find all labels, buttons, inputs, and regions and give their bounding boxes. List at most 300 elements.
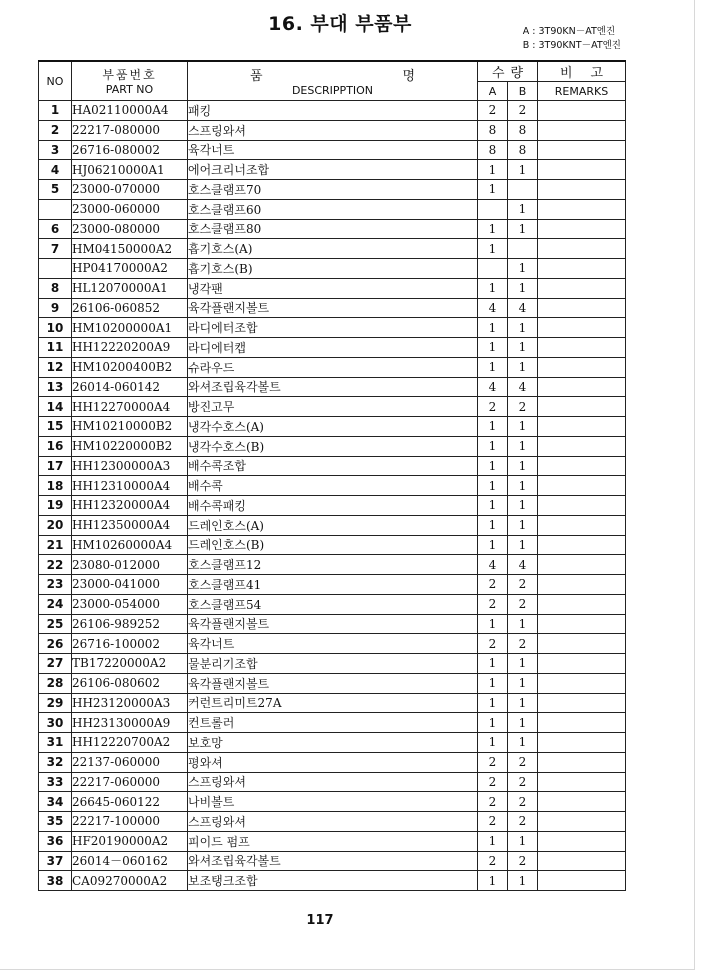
description: 스프링와셔 <box>188 812 478 832</box>
description: 슈라우드 <box>188 357 478 377</box>
remarks <box>538 436 626 456</box>
quantity-b: 1 <box>508 417 538 437</box>
quantity-a <box>478 259 508 279</box>
quantity-b: 1 <box>508 199 538 219</box>
quantity-a: 1 <box>478 456 508 476</box>
description: 커런트리미트27A <box>188 693 478 713</box>
table-row <box>39 851 626 871</box>
table-row <box>39 812 626 832</box>
quantity-b: 4 <box>508 555 538 575</box>
quantity-b: 1 <box>508 496 538 516</box>
remarks <box>538 120 626 140</box>
legend-item-b: B : 3T90KNT－AT엔진 <box>522 40 621 51</box>
part-number: 26645-060122 <box>72 792 188 812</box>
remarks <box>538 555 626 575</box>
header-part-no-en: PART NO <box>105 83 154 96</box>
row-number: 33 <box>39 772 72 792</box>
table-row <box>39 397 626 417</box>
quantity-a: 1 <box>478 278 508 298</box>
part-number: 23000-041000 <box>72 575 188 595</box>
quantity-b: 1 <box>508 713 538 733</box>
quantity-a: 1 <box>478 160 508 180</box>
quantity-b: 1 <box>508 693 538 713</box>
quantity-b: 1 <box>508 357 538 377</box>
table-row <box>39 476 626 496</box>
table-row <box>39 318 626 338</box>
part-number: 26106-989252 <box>72 614 188 634</box>
part-number: HM10200000A1 <box>72 318 188 338</box>
remarks <box>538 417 626 437</box>
quantity-b: 4 <box>508 377 538 397</box>
remarks <box>538 180 626 200</box>
quantity-a: 2 <box>478 397 508 417</box>
part-number: HM10260000A4 <box>72 535 188 555</box>
description: 컨트롤러 <box>188 713 478 733</box>
row-number <box>39 259 72 279</box>
remarks <box>538 614 626 634</box>
part-number: HM10220000B2 <box>72 436 188 456</box>
quantity-a: 8 <box>478 120 508 140</box>
quantity-b: 1 <box>508 476 538 496</box>
quantity-a: 1 <box>478 436 508 456</box>
header-part-no <box>72 61 188 101</box>
description: 육각너트 <box>188 634 478 654</box>
remarks <box>538 219 626 239</box>
table-row <box>39 278 626 298</box>
table-row <box>39 575 626 595</box>
row-number: 5 <box>39 180 72 200</box>
quantity-b <box>508 180 538 200</box>
quantity-a: 1 <box>478 357 508 377</box>
header-description-en: DESCRIPPTION <box>291 84 374 97</box>
description: 라디에터캡 <box>188 338 478 358</box>
remarks <box>538 871 626 891</box>
remarks <box>538 259 626 279</box>
header-part-no-ko: 부품번호 <box>102 68 157 82</box>
table-row <box>39 733 626 753</box>
part-number: CA09270000A2 <box>72 871 188 891</box>
description: 육각플랜지볼트 <box>188 614 478 634</box>
quantity-b: 1 <box>508 259 538 279</box>
part-number: 23000-054000 <box>72 594 188 614</box>
remarks <box>538 357 626 377</box>
part-number: 26106-060852 <box>72 298 188 318</box>
quantity-a: 2 <box>478 812 508 832</box>
part-number: 26716-080002 <box>72 140 188 160</box>
table-row <box>39 456 626 476</box>
table-row <box>39 259 626 279</box>
header-quantity-ko-2: 량 <box>510 66 523 81</box>
part-number: 22217-060000 <box>72 772 188 792</box>
quantity-a: 2 <box>478 594 508 614</box>
description: 호스클램프41 <box>188 575 478 595</box>
quantity-a: 1 <box>478 831 508 851</box>
row-number: 22 <box>39 555 72 575</box>
header-qty-a: A <box>478 82 508 101</box>
row-number: 12 <box>39 357 72 377</box>
remarks <box>538 476 626 496</box>
description: 육각플랜지볼트 <box>188 673 478 693</box>
quantity-a: 1 <box>478 614 508 634</box>
quantity-b: 2 <box>508 101 538 121</box>
description: 호스클램프54 <box>188 594 478 614</box>
row-number: 16 <box>39 436 72 456</box>
remarks <box>538 101 626 121</box>
description: 배수콕 <box>188 476 478 496</box>
quantity-b: 1 <box>508 456 538 476</box>
table-header <box>39 61 626 101</box>
row-number: 31 <box>39 733 72 753</box>
row-number: 26 <box>39 634 72 654</box>
remarks <box>538 851 626 871</box>
part-number: HJ06210000A1 <box>72 160 188 180</box>
description: 패킹 <box>188 101 478 121</box>
quantity-a: 1 <box>478 417 508 437</box>
quantity-b: 1 <box>508 733 538 753</box>
table-row <box>39 634 626 654</box>
description: 호스클램프70 <box>188 180 478 200</box>
quantity-b: 1 <box>508 318 538 338</box>
remarks <box>538 733 626 753</box>
quantity-b: 1 <box>508 673 538 693</box>
table-row <box>39 515 626 535</box>
table-row <box>39 377 626 397</box>
table-row <box>39 239 626 259</box>
table-row <box>39 772 626 792</box>
quantity-a: 1 <box>478 535 508 555</box>
row-number: 36 <box>39 831 72 851</box>
quantity-a: 2 <box>478 792 508 812</box>
part-number: HM10200400B2 <box>72 357 188 377</box>
description: 배수콕조합 <box>188 456 478 476</box>
part-number: 22137-060000 <box>72 752 188 772</box>
description: 스프링와셔 <box>188 120 478 140</box>
quantity-b: 1 <box>508 614 538 634</box>
part-number: 26014-060142 <box>72 377 188 397</box>
header-description-ko-2: 명 <box>402 69 415 84</box>
part-number: HH12220700A2 <box>72 733 188 753</box>
description: 호스클램프60 <box>188 199 478 219</box>
table-row <box>39 614 626 634</box>
table-row <box>39 338 626 358</box>
quantity-a: 4 <box>478 377 508 397</box>
description: 라디에터조합 <box>188 318 478 338</box>
row-number: 25 <box>39 614 72 634</box>
part-number: 23000-080000 <box>72 219 188 239</box>
remarks <box>538 654 626 674</box>
part-number: HH12300000A3 <box>72 456 188 476</box>
part-number: HM10210000B2 <box>72 417 188 437</box>
description: 스프링와셔 <box>188 772 478 792</box>
remarks <box>538 338 626 358</box>
quantity-b: 2 <box>508 792 538 812</box>
description: 나비볼트 <box>188 792 478 812</box>
remarks <box>538 752 626 772</box>
description: 호스클램프80 <box>188 219 478 239</box>
row-number: 38 <box>39 871 72 891</box>
quantity-a: 2 <box>478 772 508 792</box>
header-quantity <box>478 61 538 82</box>
description: 와셔조립육각볼트 <box>188 377 478 397</box>
row-number: 20 <box>39 515 72 535</box>
engine-legend <box>523 25 621 53</box>
remarks <box>538 792 626 812</box>
quantity-b: 2 <box>508 851 538 871</box>
header-qty-b: B <box>508 82 538 101</box>
remarks <box>538 298 626 318</box>
description: 호스클램프12 <box>188 555 478 575</box>
part-number: HH23120000A3 <box>72 693 188 713</box>
part-number: HH12220200A9 <box>72 338 188 358</box>
header-remarks-ko-1: 비 <box>560 66 573 81</box>
remarks <box>538 535 626 555</box>
quantity-b: 4 <box>508 298 538 318</box>
table-row <box>39 101 626 121</box>
part-number: 23080-012000 <box>72 555 188 575</box>
row-number: 18 <box>39 476 72 496</box>
quantity-b: 8 <box>508 120 538 140</box>
row-number: 32 <box>39 752 72 772</box>
table-row <box>39 496 626 516</box>
legend-item-a: A : 3T90KN－AT엔진 <box>522 26 616 37</box>
description: 와셔조립육각볼트 <box>188 851 478 871</box>
part-number: 23000-060000 <box>72 199 188 219</box>
header-quantity-ko <box>478 62 537 81</box>
remarks <box>538 456 626 476</box>
table-row <box>39 436 626 456</box>
remarks <box>538 199 626 219</box>
quantity-a: 1 <box>478 693 508 713</box>
header-description <box>188 61 478 101</box>
quantity-b: 2 <box>508 772 538 792</box>
quantity-b: 1 <box>508 338 538 358</box>
part-number: HH23130000A9 <box>72 713 188 733</box>
quantity-a: 1 <box>478 239 508 259</box>
row-number: 28 <box>39 673 72 693</box>
quantity-a: 1 <box>478 515 508 535</box>
quantity-b <box>508 239 538 259</box>
page-number: 117 <box>306 913 334 928</box>
header-remarks-en: REMARKS <box>538 82 626 101</box>
part-number: 23000-070000 <box>72 180 188 200</box>
quantity-a: 1 <box>478 219 508 239</box>
table-row <box>39 673 626 693</box>
description: 에어크리너조합 <box>188 160 478 180</box>
remarks <box>538 160 626 180</box>
description: 드레인호스(A) <box>188 515 478 535</box>
part-number: 26106-080602 <box>72 673 188 693</box>
row-number: 1 <box>39 101 72 121</box>
row-number: 4 <box>39 160 72 180</box>
description: 드레인호스(B) <box>188 535 478 555</box>
table-row <box>39 219 626 239</box>
remarks <box>538 377 626 397</box>
table-row <box>39 357 626 377</box>
remarks <box>538 140 626 160</box>
description: 냉각수호스(A) <box>188 417 478 437</box>
quantity-a: 1 <box>478 496 508 516</box>
quantity-a: 1 <box>478 713 508 733</box>
quantity-b: 2 <box>508 575 538 595</box>
part-number: HH12350000A4 <box>72 515 188 535</box>
row-number: 9 <box>39 298 72 318</box>
row-number: 2 <box>39 120 72 140</box>
description: 보조탱크조합 <box>188 871 478 891</box>
quantity-b: 1 <box>508 436 538 456</box>
part-number: HM04150000A2 <box>72 239 188 259</box>
part-number: HL12070000A1 <box>72 278 188 298</box>
table-row <box>39 180 626 200</box>
quantity-b: 1 <box>508 535 538 555</box>
row-number: 7 <box>39 239 72 259</box>
row-number: 17 <box>39 456 72 476</box>
header-no: NO <box>39 61 72 101</box>
quantity-a: 4 <box>478 298 508 318</box>
row-number: 27 <box>39 654 72 674</box>
parts-table <box>38 60 626 891</box>
table-row <box>39 160 626 180</box>
quantity-a: 1 <box>478 338 508 358</box>
row-number: 11 <box>39 338 72 358</box>
description: 흡기호스(B) <box>188 259 478 279</box>
quantity-a: 2 <box>478 575 508 595</box>
quantity-b: 2 <box>508 752 538 772</box>
quantity-a: 1 <box>478 476 508 496</box>
row-number: 29 <box>39 693 72 713</box>
quantity-a: 8 <box>478 140 508 160</box>
part-number: HH12270000A4 <box>72 397 188 417</box>
table-row <box>39 535 626 555</box>
row-number: 19 <box>39 496 72 516</box>
table-row <box>39 594 626 614</box>
table-row <box>39 654 626 674</box>
row-number: 13 <box>39 377 72 397</box>
quantity-b: 1 <box>508 654 538 674</box>
description: 배수콕패킹 <box>188 496 478 516</box>
row-number: 24 <box>39 594 72 614</box>
remarks <box>538 318 626 338</box>
description: 평와셔 <box>188 752 478 772</box>
remarks <box>538 713 626 733</box>
part-number: HH12320000A4 <box>72 496 188 516</box>
table-row <box>39 831 626 851</box>
quantity-b: 2 <box>508 397 538 417</box>
header-remarks-ko <box>538 61 626 82</box>
quantity-a: 1 <box>478 871 508 891</box>
quantity-a: 1 <box>478 733 508 753</box>
remarks <box>538 278 626 298</box>
quantity-a: 1 <box>478 180 508 200</box>
quantity-b: 8 <box>508 140 538 160</box>
quantity-b: 1 <box>508 515 538 535</box>
row-number: 3 <box>39 140 72 160</box>
description: 냉각수호스(B) <box>188 436 478 456</box>
remarks <box>538 693 626 713</box>
table-row <box>39 199 626 219</box>
header-description-ko-1: 품 <box>250 69 263 84</box>
remarks <box>538 496 626 516</box>
table-row <box>39 752 626 772</box>
part-number: 26716-100002 <box>72 634 188 654</box>
quantity-b: 2 <box>508 634 538 654</box>
remarks <box>538 831 626 851</box>
header-quantity-ko-1: 수 <box>492 66 505 81</box>
remarks <box>538 673 626 693</box>
row-number: 30 <box>39 713 72 733</box>
row-number: 37 <box>39 851 72 871</box>
part-number: TB17220000A2 <box>72 654 188 674</box>
quantity-a: 2 <box>478 851 508 871</box>
quantity-b: 2 <box>508 594 538 614</box>
description: 육각너트 <box>188 140 478 160</box>
remarks <box>538 515 626 535</box>
quantity-a: 1 <box>478 654 508 674</box>
quantity-b: 1 <box>508 831 538 851</box>
quantity-b: 2 <box>508 812 538 832</box>
table-row <box>39 871 626 891</box>
row-number: 10 <box>39 318 72 338</box>
part-number: 26014－060162 <box>72 851 188 871</box>
table-row <box>39 555 626 575</box>
table-row <box>39 713 626 733</box>
row-number: 14 <box>39 397 72 417</box>
quantity-a: 1 <box>478 673 508 693</box>
remarks <box>538 634 626 654</box>
row-number: 34 <box>39 792 72 812</box>
table-row <box>39 792 626 812</box>
quantity-a: 2 <box>478 752 508 772</box>
quantity-a: 2 <box>478 101 508 121</box>
remarks <box>538 397 626 417</box>
part-number: HF20190000A2 <box>72 831 188 851</box>
quantity-b: 1 <box>508 278 538 298</box>
remarks <box>538 812 626 832</box>
part-number: HH12310000A4 <box>72 476 188 496</box>
row-number: 15 <box>39 417 72 437</box>
description: 물분리기조합 <box>188 654 478 674</box>
remarks <box>538 239 626 259</box>
remarks <box>538 594 626 614</box>
description: 피이드 펌프 <box>188 831 478 851</box>
table-row <box>39 120 626 140</box>
quantity-a: 4 <box>478 555 508 575</box>
table-body <box>39 101 626 891</box>
page-title: 16. 부대 부품부 <box>268 13 412 35</box>
part-number: 22217-080000 <box>72 120 188 140</box>
description: 냉각팬 <box>188 278 478 298</box>
quantity-a: 1 <box>478 318 508 338</box>
row-number: 6 <box>39 219 72 239</box>
table-row <box>39 693 626 713</box>
quantity-a: 2 <box>478 634 508 654</box>
description: 흡기호스(A) <box>188 239 478 259</box>
remarks <box>538 575 626 595</box>
description: 보호망 <box>188 733 478 753</box>
part-number: HA02110000A4 <box>72 101 188 121</box>
table-row <box>39 417 626 437</box>
table-row <box>39 298 626 318</box>
quantity-b: 1 <box>508 160 538 180</box>
row-number <box>39 199 72 219</box>
header-remarks-ko-2: 고 <box>590 66 603 81</box>
row-number: 35 <box>39 812 72 832</box>
description: 방진고무 <box>188 397 478 417</box>
part-number: 22217-100000 <box>72 812 188 832</box>
header-description-ko <box>188 65 477 84</box>
row-number: 23 <box>39 575 72 595</box>
remarks <box>538 772 626 792</box>
quantity-b: 1 <box>508 219 538 239</box>
